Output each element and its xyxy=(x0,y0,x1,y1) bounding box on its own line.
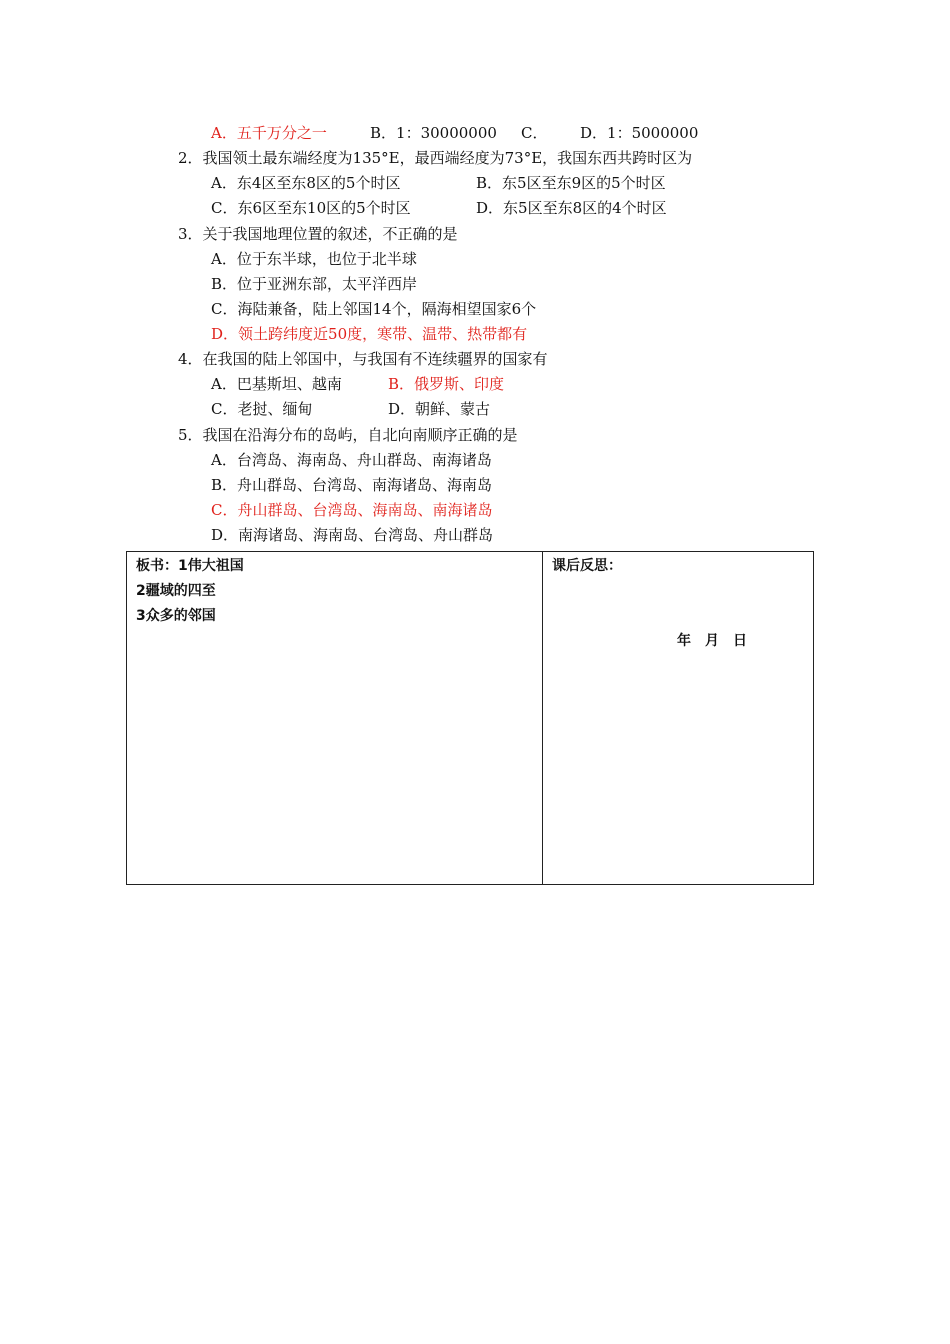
board-line-2: 2疆域的四至 xyxy=(136,583,216,599)
q5-option-d: D．南海诸岛、海南岛、台湾岛、舟山群岛 xyxy=(211,526,494,544)
q1-option-c: C． xyxy=(521,124,548,142)
q5-option-a: A．台湾岛、海南岛、舟山群岛、南海诸岛 xyxy=(211,451,492,469)
q1-option-d: D．1：5000000 xyxy=(580,124,699,142)
q2-option-b: B．东5区至东9区的5个时区 xyxy=(476,174,666,192)
q4-option-b: B．俄罗斯、印度 xyxy=(388,375,505,393)
q3-option-a: A．位于东半球，也位于北半球 xyxy=(211,250,417,268)
q1-option-b: B．1：30000000 xyxy=(370,124,497,142)
q3-option-d: D．领土跨纬度近50度，寒带、温带、热带都有 xyxy=(211,325,528,343)
q3-option-c: C．海陆兼备，陆上邻国14个，隔海相望国家6个 xyxy=(211,300,537,318)
q3-option-b: B．位于亚洲东部，太平洋西岸 xyxy=(211,275,418,293)
board-line-1: 板书：1伟大祖国 xyxy=(136,558,244,574)
reflection-title: 课后反思： xyxy=(552,558,622,574)
q5-option-b: B．舟山群岛、台湾岛、南海诸岛、海南岛 xyxy=(211,476,493,494)
q2-option-a: A．东4区至东8区的5个时区 xyxy=(211,174,401,192)
q5-option-c: C．舟山群岛、台湾岛、海南岛、南海诸岛 xyxy=(211,501,493,519)
q3-stem: 3．关于我国地理位置的叙述，不正确的是 xyxy=(178,225,458,243)
q2-option-d: D．东5区至东8区的4个时区 xyxy=(476,199,667,217)
q4-option-c: C．老挝、缅甸 xyxy=(211,400,313,418)
q5-stem: 5．我国在沿海分布的岛屿，自北向南顺序正确的是 xyxy=(178,426,518,444)
q4-stem: 4．在我国的陆上邻国中，与我国有不连续疆界的国家有 xyxy=(178,350,548,368)
q4-option-a: A．巴基斯坦、越南 xyxy=(211,375,342,393)
table-divider xyxy=(542,552,543,884)
board-line-3: 3众多的邻国 xyxy=(136,608,216,624)
q2-option-c: C．东6区至东10区的5个时区 xyxy=(211,199,411,217)
reflection-date: 年 月 日 xyxy=(677,633,747,649)
q2-stem: 2．我国领土最东端经度为135°E，最西端经度为73°E，我国东西共跨时区为 xyxy=(178,149,693,167)
board-table xyxy=(126,551,814,885)
q4-option-d: D．朝鲜、蒙古 xyxy=(388,400,491,418)
q1-option-a: A．五千万分之一 xyxy=(211,124,327,142)
